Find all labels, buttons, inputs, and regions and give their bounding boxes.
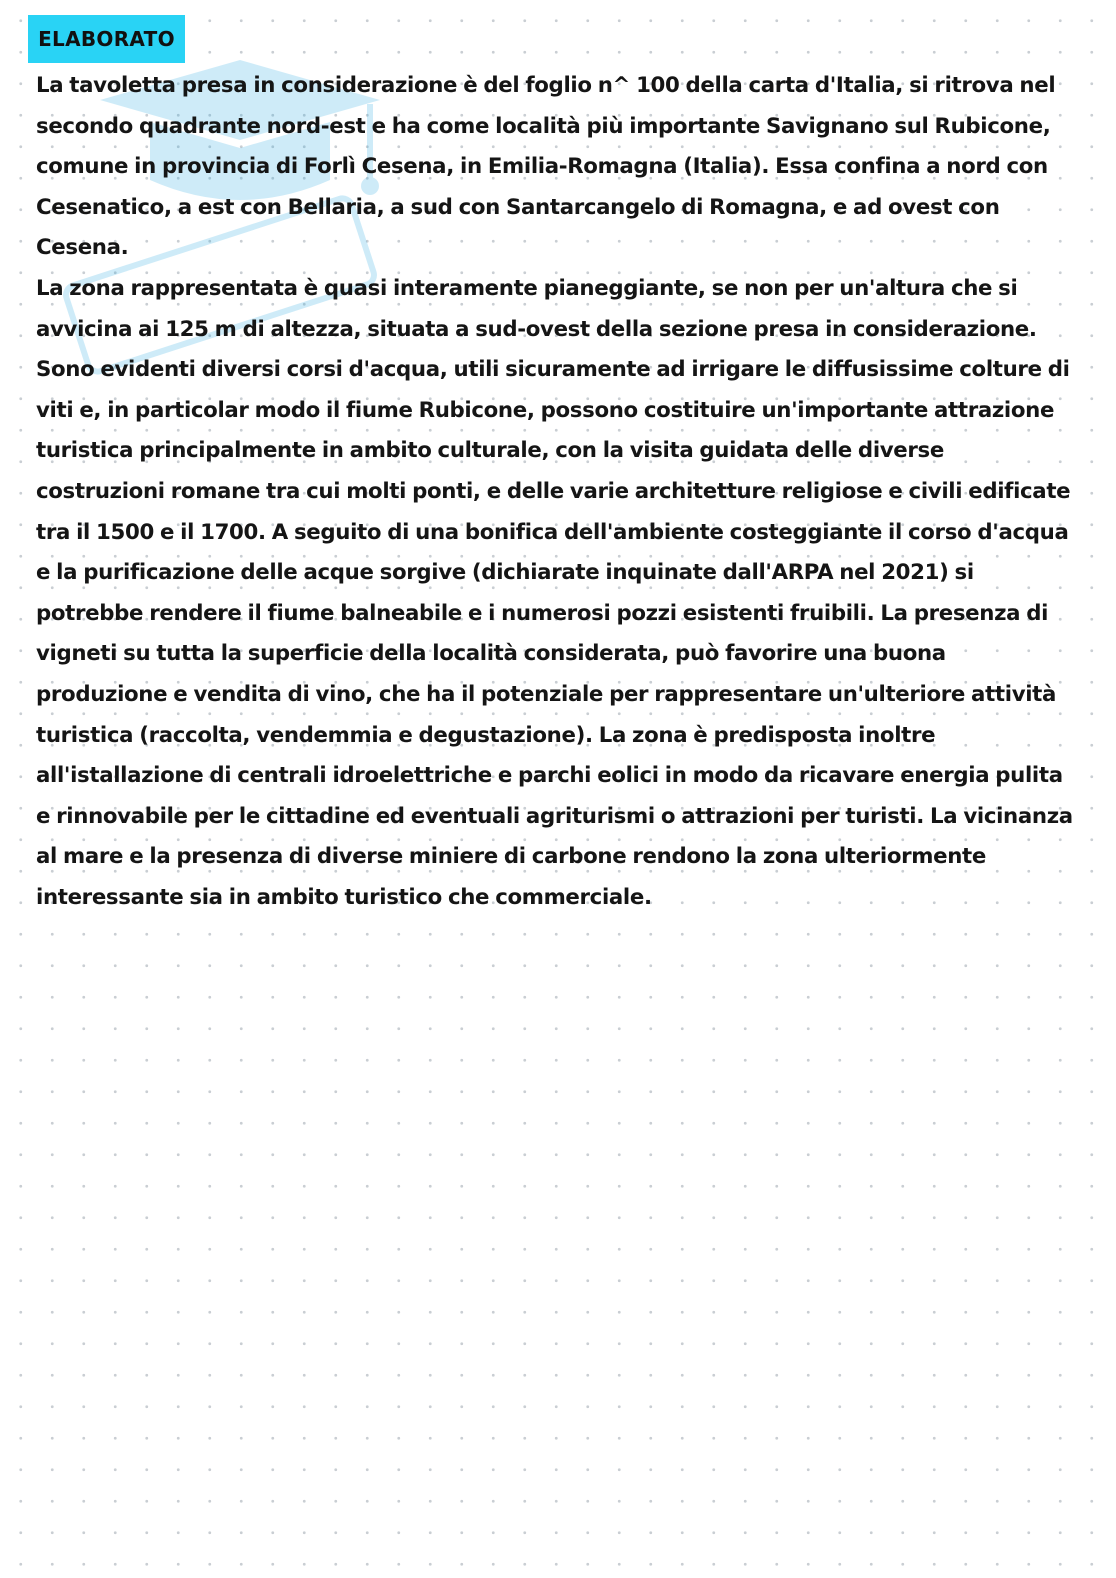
essay-body (36, 66, 1076, 918)
page-heading: ELABORATO (38, 27, 175, 51)
paragraph-location: La tavoletta presa in considerazione è del foglio n^ 100 della carta d'Italia, si ritrova nel secondo quadrante nord-est e ha come località più importante Savignano sul Rubicone, comune in provincia di Forlì Cesena, in Emilia-Romagna (Italia). Essa confina a nord con Cesenatico, a est con Bellaria, a sud con Santarcangelo di Romagna, e ad ovest con Cesena. (36, 73, 1056, 261)
heading-badge (28, 15, 185, 63)
paragraph-terrain: La zona rappresentata è quasi interamente pianeggiante, se non per un'altura che si avvicina ai 125 m di altezza, situata a sud-ovest della sezione presa in considerazione. (36, 275, 1037, 342)
paragraph-resources: Sono evidenti diversi corsi d'acqua, utili sicuramente ad irrigare le diffusissime colture di viti e, in particolar modo il fiume Rubicone, possono costituire un'importante attrazione turistica principalmente in ambito culturale, con la visita guidata delle diverse costruzioni romane tra cui molti ponti, e delle varie architetture religiose e civili edificate tra il 1500 e il 1700. A seguito di una bonifica dell'ambiente costeggiante il corso d'acqua e la purificazione delle acque sorgive (dichiarate inquinate dall'ARPA nel 2021) si potrebbe rendere il fiume balneabile e i numerosi pozzi esistenti fruibili. La presenza di vigneti su tutta la superficie della località considerata, può favorire una buona produzione e vendita di vino, che ha il potenziale per rappresentare un'ulteriore attività turistica (raccolta, vendemmia e degustazione). La zona è predisposta inoltre all'istallazione di centrali idroelettriche e parchi eolici in modo da ricavare energia pulita e rinnovabile per le cittadine ed eventuali agriturismi o attrazioni per turisti. La vicinanza al mare e la presenza di diverse miniere di carbone rendono la zona ulteriormente interessante sia in ambito turistico che commerciale. (36, 357, 1073, 910)
